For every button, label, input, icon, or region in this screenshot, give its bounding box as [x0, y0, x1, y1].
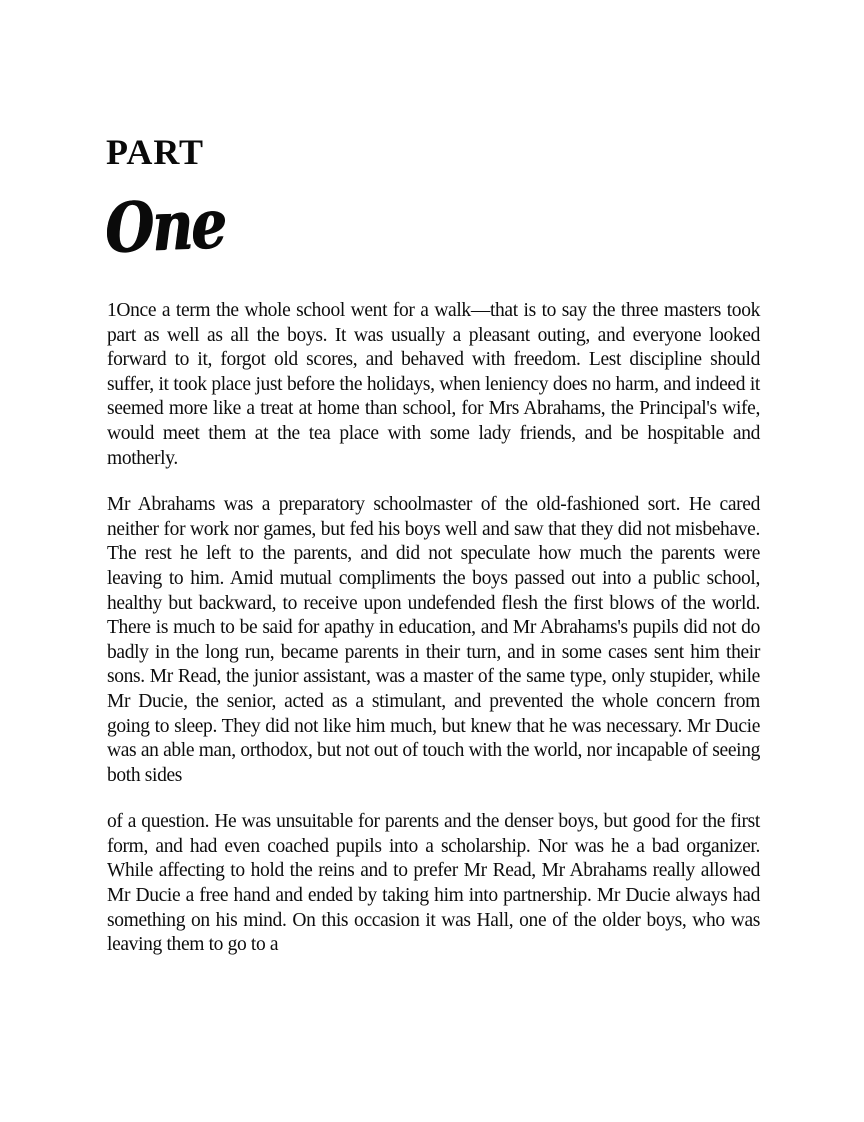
paragraph-2: Mr Abrahams was a preparatory schoolmaster of the old-fashioned sort. He cared neither for work nor games, but fed his boys well and saw that they did not misbehave. The rest he left to the parents, and did not speculate how much the parents were leaving to him. Amid mutual compliments the boys passed out into a public school, healthy but backward, to receive upon undefended flesh the first blows of the world. There is much to be said for apathy in education, and Mr Abrahams's pupils did not do badly in the long run, became parents in their turn, and in some cases sent him their sons. Mr Read, the junior assistant, was a master of the same type, only stupider, while Mr Ducie, the senior, acted as a stimulant, and prevented the whole concern from going to sleep. They did not like him much, but knew that he was necessary. Mr Ducie was an able man, orthodox, but not out of touch with the world, nor incapable of seeing both sides: [107, 494, 760, 786]
paragraph-3: of a question. He was unsuitable for parents and the denser boys, but good for the first form, and had even coached pupils into a scholarship. Nor was he a bad organizer. While affecting to hold the reins and to prefer Mr Read, Mr Abrahams really allowed Mr Ducie a free hand and ended by taking him into partnership. Mr Ducie always had something on his mind. On this occasion it was Hall, one of the older boys, who was leaving them to go to a: [107, 811, 760, 956]
paragraph-1: 1Once a term the whole school went for a walk—that is to say the three masters took part as well as all the boys. It was usually a pleasant outing, and everyone looked forward to it, forgot old scores, and behaved with freedom. Lest discipline should suffer, it took place just before the holidays, when leniency does no harm, and indeed it seemed more like a treat at home than school, for Mrs Abrahams, the Principal's wife, would meet them at the tea place with some lady friends, and be hospitable and motherly.: [107, 300, 760, 469]
part-label: PART: [106, 132, 205, 172]
part-number-script: One: [103, 183, 226, 269]
body-text: [107, 299, 760, 958]
